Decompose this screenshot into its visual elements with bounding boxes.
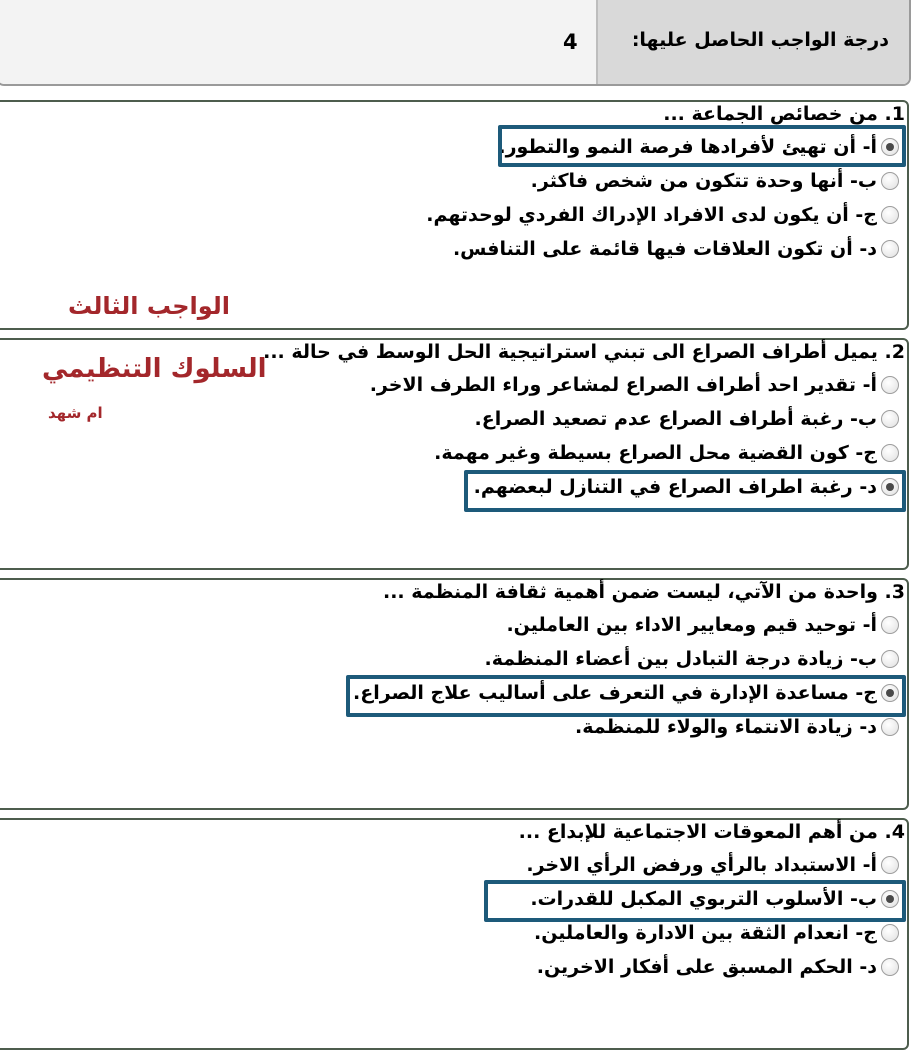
question-1-option-c[interactable]: [426, 204, 899, 226]
score-label: درجة الواجب الحاصل عليها:: [596, 0, 909, 84]
question-2-option-c[interactable]: [434, 442, 899, 464]
question-1-option-d[interactable]: [453, 238, 899, 260]
watermark-author: ام شهد: [48, 404, 103, 422]
option-label: أ- توحيد قيم ومعايير الاداء بين العاملين.: [506, 614, 877, 636]
radio-icon[interactable]: [881, 650, 899, 668]
question-4-option-a[interactable]: [526, 854, 899, 876]
score-value: 4: [563, 30, 578, 54]
question-2: [0, 338, 909, 570]
option-label: ج- أن يكون لدى الافراد الإدراك الفردي لوحدتهم.: [426, 204, 877, 226]
radio-icon[interactable]: [881, 856, 899, 874]
question-1-option-b[interactable]: [531, 170, 899, 192]
question-3-option-d[interactable]: [575, 716, 899, 738]
question-2-option-d[interactable]: [474, 476, 899, 498]
option-label: أ- أن تهيئ لأفرادها فرصة النمو والتطور.: [498, 136, 877, 158]
question-3-option-b[interactable]: [485, 648, 899, 670]
question-3: [0, 578, 909, 810]
score-bar: [0, 0, 911, 86]
radio-icon[interactable]: [881, 376, 899, 394]
option-label: أ- تقدير احد أطراف الصراع لمشاعر وراء الطرف الاخر.: [369, 374, 877, 396]
score-value-cell: [0, 0, 596, 84]
option-label: د- رغبة اطراف الصراع في التنازل لبعضهم.: [473, 476, 877, 498]
radio-icon[interactable]: [881, 616, 899, 634]
option-label: ب- أنها وحدة تتكون من شخص فاكثر.: [530, 170, 877, 192]
radio-checked-icon[interactable]: [881, 890, 899, 908]
radio-icon[interactable]: [881, 924, 899, 942]
question-3-option-c[interactable]: [353, 682, 899, 704]
option-label: ب- الأسلوب التربوي المكبل للقدرات.: [530, 888, 877, 910]
question-4-option-d[interactable]: [537, 956, 899, 978]
radio-icon[interactable]: [881, 206, 899, 224]
option-label: ج- مساعدة الإدارة في التعرف على أساليب علاج الصراع.: [353, 682, 877, 704]
question-3-option-a[interactable]: [506, 614, 899, 636]
option-label: ب- رغبة أطراف الصراع عدم تصعيد الصراع.: [474, 408, 877, 430]
option-label: ب- زيادة درجة التبادل بين أعضاء المنظمة.: [484, 648, 877, 670]
radio-icon[interactable]: [881, 958, 899, 976]
option-label: د- أن تكون العلاقات فيها قائمة على التنافس.: [452, 238, 877, 260]
option-label: د- زيادة الانتماء والولاء للمنظمة.: [574, 716, 877, 738]
question-4-title: 4. من أهم المعوقات الاجتماعية للإبداع ...: [518, 821, 905, 843]
radio-icon[interactable]: [881, 718, 899, 736]
question-4-option-b[interactable]: [530, 888, 899, 910]
question-2-option-b[interactable]: [475, 408, 899, 430]
radio-checked-icon[interactable]: [881, 478, 899, 496]
radio-icon[interactable]: [881, 410, 899, 428]
radio-icon[interactable]: [881, 444, 899, 462]
question-1: [0, 100, 909, 330]
option-label: أ- الاستبداد بالرأي ورفض الرأي الاخر.: [526, 854, 877, 876]
question-2-title: 2. يميل أطراف الصراع الى تبني استراتيجية الحل الوسط في حالة ...: [263, 341, 905, 363]
radio-checked-icon[interactable]: [881, 138, 899, 156]
question-2-option-a[interactable]: [370, 374, 899, 396]
question-4-option-c[interactable]: [534, 922, 899, 944]
question-4: [0, 818, 909, 1050]
question-1-title: 1. من خصائص الجماعة ...: [663, 103, 905, 125]
watermark-assignment: الواجب الثالث: [68, 292, 231, 320]
radio-checked-icon[interactable]: [881, 684, 899, 702]
option-label: ج- كون القضية محل الصراع بسيطة وغير مهمة.: [434, 442, 877, 464]
option-label: د- الحكم المسبق على أفكار الاخرين.: [536, 956, 877, 978]
radio-icon[interactable]: [881, 240, 899, 258]
radio-icon[interactable]: [881, 172, 899, 190]
watermark-course: السلوك التنظيمي: [42, 354, 267, 384]
option-label: ج- انعدام الثقة بين الادارة والعاملين.: [533, 922, 877, 944]
question-3-title: 3. واحدة من الآتي، ليست ضمن أهمية ثقافة المنظمة ...: [383, 581, 905, 603]
question-1-option-a[interactable]: [498, 136, 899, 158]
